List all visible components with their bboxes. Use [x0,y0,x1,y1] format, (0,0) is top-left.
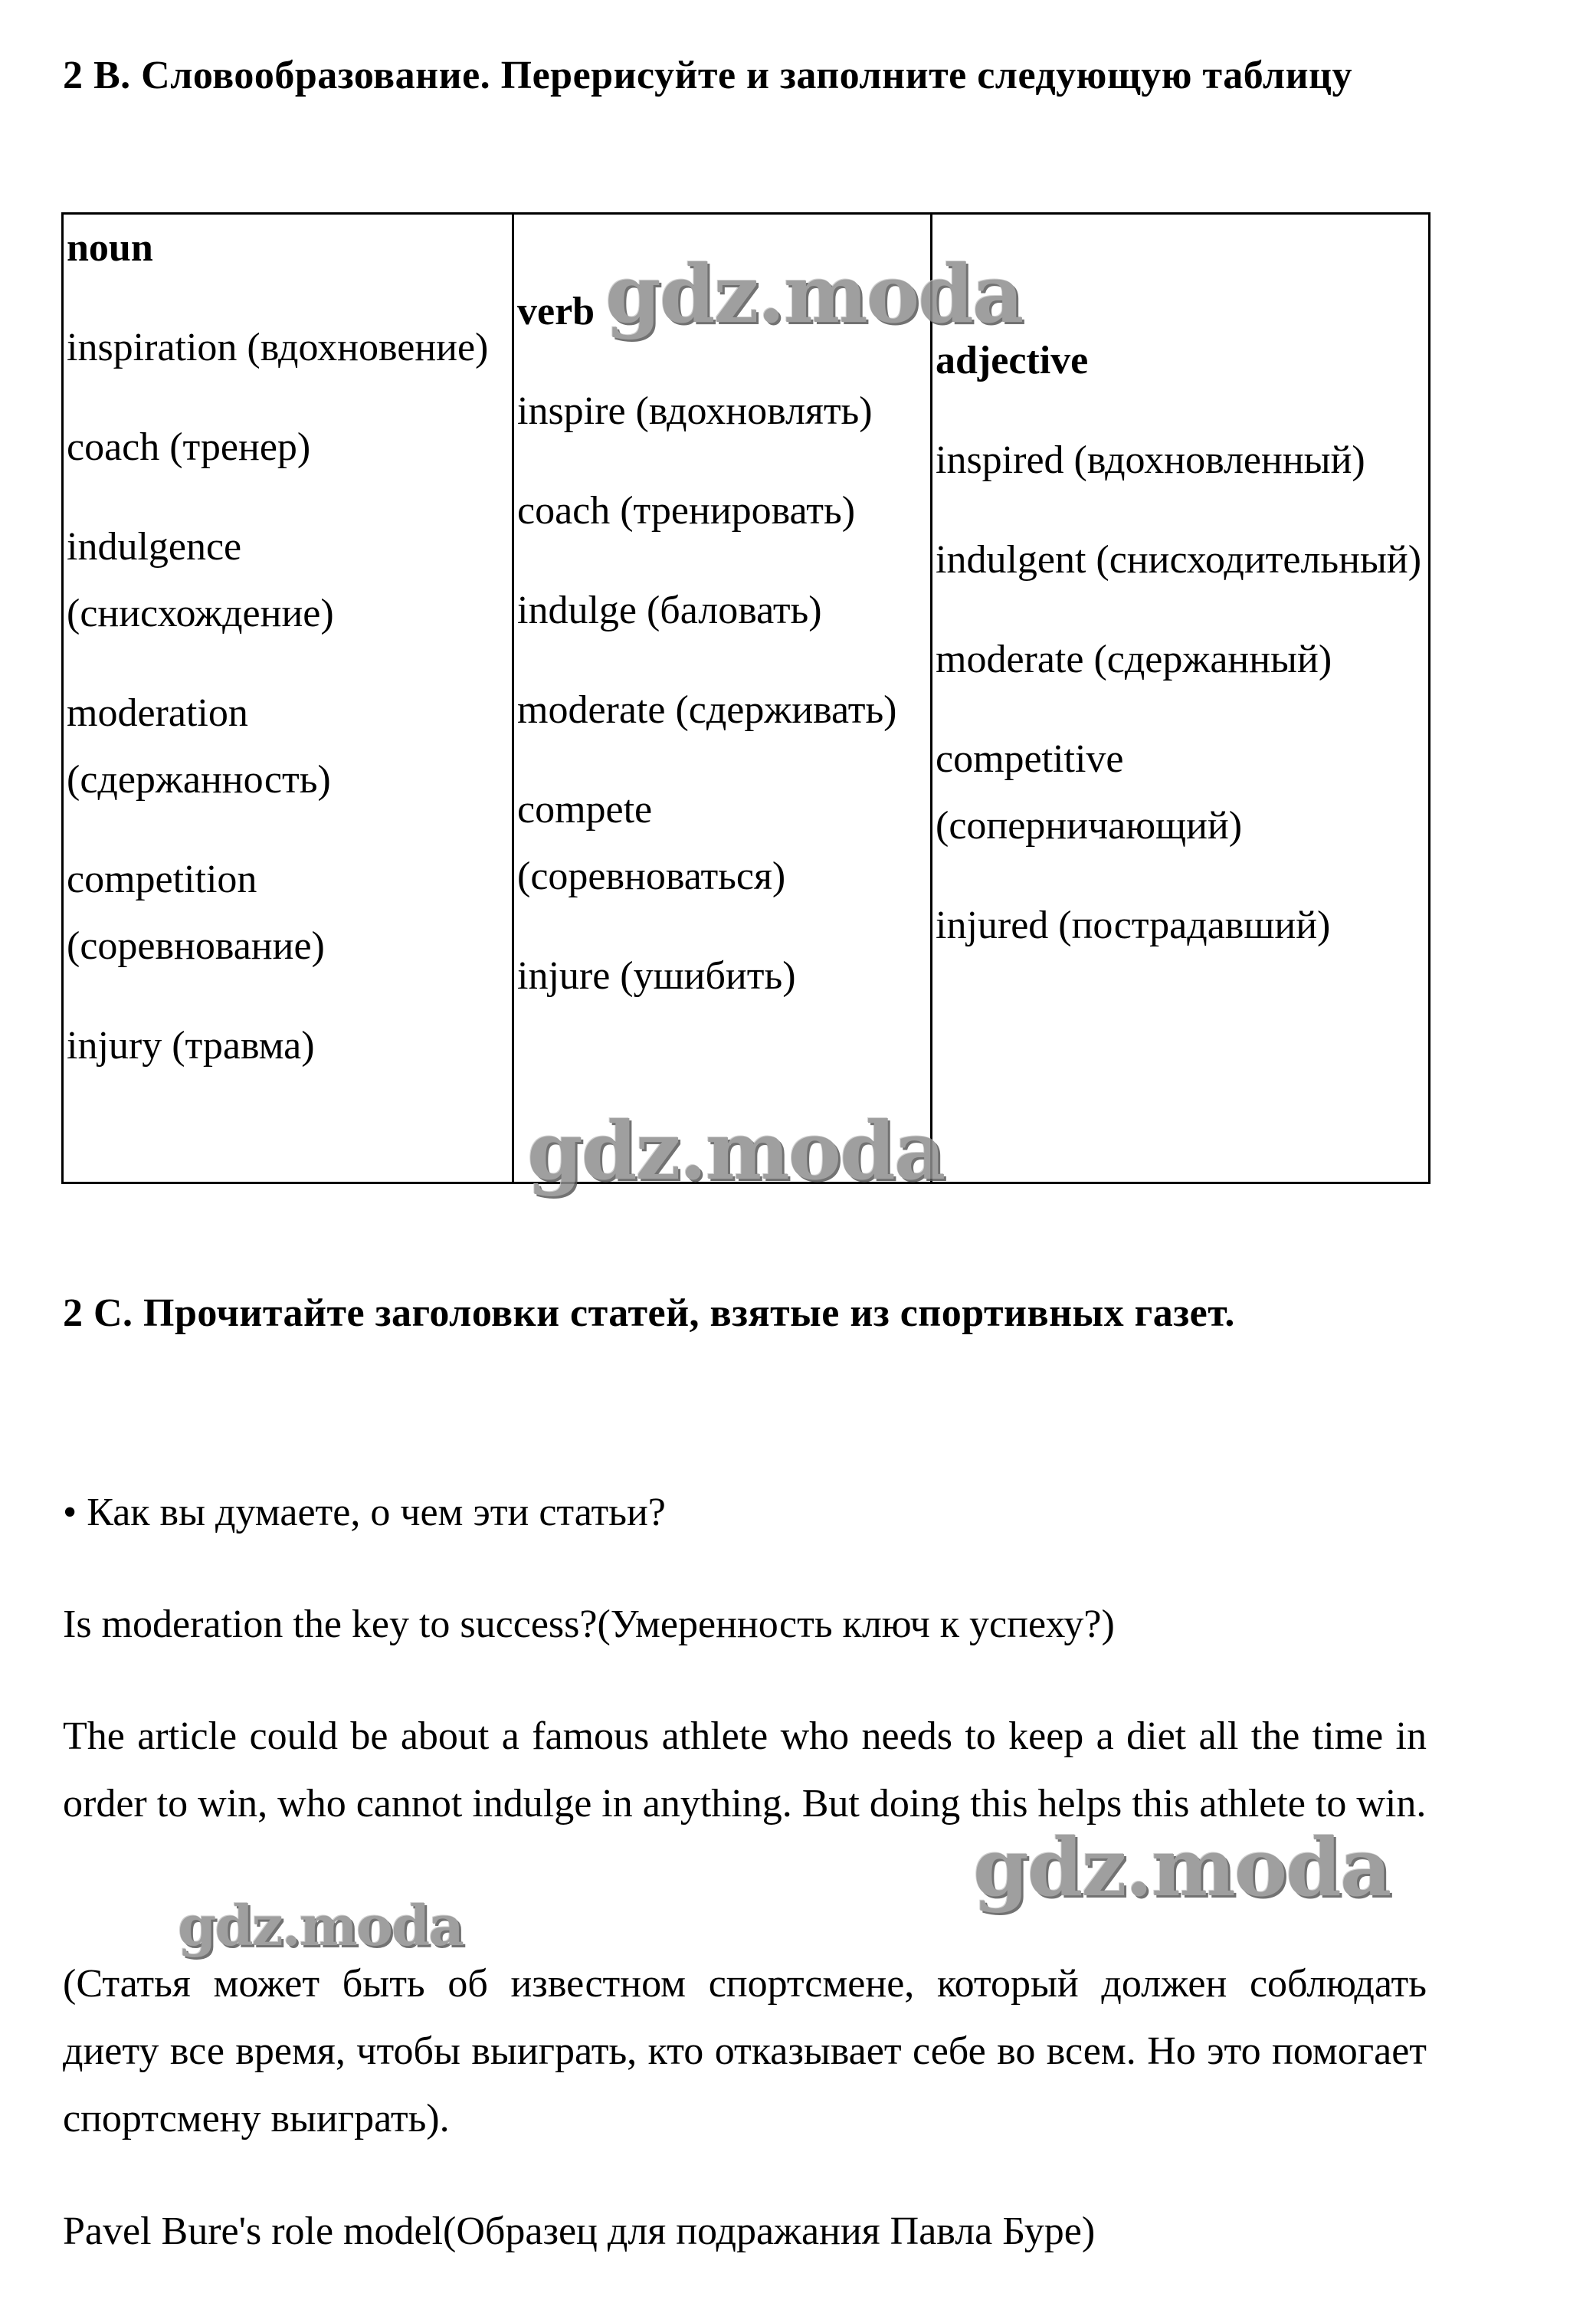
watermark: gdz.moda [178,1893,463,1958]
verb-item: compete (соревноваться) [517,788,786,898]
adjective-item: indulgent (снисходительный) [936,538,1422,582]
noun-item: coach (тренер) [67,425,311,469]
headline-1: Is moderation the key to success?(Умеренность ключ к успеху?) [63,1603,1115,1646]
section-c-heading: 2 C. Прочитайте заголовки статей, взятые из спортивных газет. [63,1291,1235,1335]
watermark: gdz.moda [605,247,1023,341]
adjective-header: adjective [936,339,1089,382]
noun-item: competition (соревнование) [67,858,325,968]
answer-english: The article could be about a famous athlete who needs to keep a diet all the time in order to win, who cannot indulge in anything. But doing this helps this athlete to win. [63,1714,1427,1826]
verb-item: coach (тренировать) [517,489,856,533]
watermark: gdz.moda [527,1104,945,1198]
adjective-item: inspired (вдохновленный) [936,438,1365,482]
headline-2: Pavel Bure's role model(Образец для подражания Павла Буре) [63,2209,1096,2253]
noun-item: indulgence (снисхождение) [67,525,334,635]
adjective-item: competitive (соперничающий) [936,737,1243,848]
section-b-heading: 2 B. Словообразование. Перерисуйте и заполните следующую таблицу [63,54,1352,97]
verb-column [513,214,932,1183]
question-text: • Как вы думаете, о чем эти статьи? [63,1491,666,1534]
answer-russian: (Статья может быть об известном спортсмене, который должен соблюдать диету все время, чтобы выиграть, кто отказывает себе во всем. Но это помогает спортсмену выиграть). [63,1962,1427,2140]
word-formation-table [61,212,1431,1184]
verb-item: indulge (баловать) [517,589,822,632]
watermark: gdz.moda [973,1820,1391,1914]
verb-item: moderate (сдерживать) [517,688,897,732]
noun-column [63,214,513,1183]
verb-header: verb [517,290,595,333]
verb-item: inspire (вдохновлять) [517,389,873,433]
adjective-column [932,214,1430,1183]
noun-item: injury (травма) [67,1024,315,1068]
adjective-item: moderate (сдержанный) [936,638,1332,681]
noun-item: inspiration (вдохновение) [67,326,489,369]
noun-item: moderation (сдержанность) [67,691,331,802]
noun-header: noun [67,226,153,270]
adjective-item: injured (пострадавший) [936,904,1331,947]
verb-item: injure (ушибить) [517,954,796,998]
